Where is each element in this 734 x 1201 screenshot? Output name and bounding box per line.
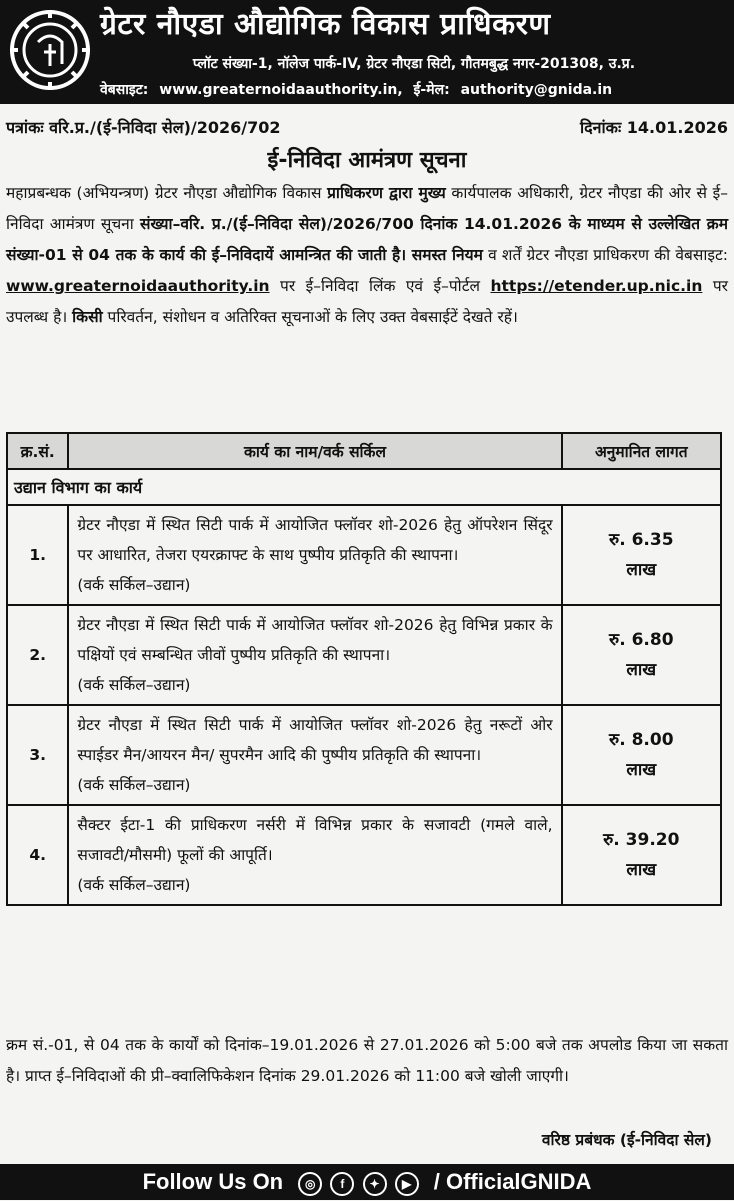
gnida-logo-icon — [8, 8, 92, 92]
work-text: सैक्टर ईटा-1 की प्राधिकरण नर्सरी में विभिन्न प्रकार के सजावटी (गमले वाले, सजावटी/मौसमी) फूलों की आपूर्ति। — [77, 816, 553, 864]
instagram-icon[interactable]: ◎ — [298, 1172, 322, 1196]
row-cost — [562, 605, 721, 705]
cost-unit: लाख — [626, 560, 657, 580]
work-circle: (वर्क सर्किल–उद्यान) — [77, 576, 191, 594]
intro-text-4: पर ई–निविदा लिंक एवं ई–पोर्टल — [269, 277, 491, 295]
work-circle: (वर्क सर्किल–उद्यान) — [77, 876, 191, 894]
website-link[interactable]: www.greaternoidaauthority.in, — [159, 82, 403, 98]
social-icons — [297, 1165, 419, 1201]
reference-number: पत्रांकः वरि.प्र./(ई-निविदा सेल)/2026/702 — [6, 118, 281, 137]
website-label: वेबसाइट: — [100, 82, 149, 98]
intro-text-1: महाप्रबन्धक (अभियन्त्रण) ग्रेटर नौएडा औद्योगिक विकास — [6, 184, 328, 202]
social-handle[interactable]: / OfficialGNIDA — [433, 1169, 592, 1194]
intro-bold-3: किसी — [72, 308, 103, 326]
follow-label: Follow Us On — [142, 1169, 284, 1194]
header-serial-number: क्र.सं. — [7, 433, 68, 469]
table-header-row — [7, 433, 721, 469]
row-serial: 1. — [7, 505, 68, 605]
intro-text-5: पर उपलब्ध है। — [6, 277, 728, 326]
work-circle: (वर्क सर्किल–उद्यान) — [77, 776, 191, 794]
header-estimated-cost: अनुमानित लागत — [562, 433, 721, 469]
twitter-icon[interactable]: ✦ — [363, 1172, 387, 1196]
department-name: उद्यान विभाग का कार्य — [7, 469, 721, 505]
row-work-description — [68, 805, 561, 905]
row-serial: 4. — [7, 805, 68, 905]
header-work-name: कार्य का नाम/वर्क सर्किल — [68, 433, 561, 469]
row-work-description — [68, 705, 561, 805]
table-row — [7, 505, 721, 605]
etender-portal-link[interactable]: https://etender.up.nic.in — [490, 277, 703, 295]
schedule-paragraph: क्रम सं.-01, से 04 तक के कार्यों को दिनांक–19.01.2026 से 27.01.2026 को 5:00 बजे तक अपलोड किया जा सकता है। प्राप्त ई–निविदाओं की प्री–क्वालिफिकेशन दिनांक 29.01.2026 को 11:00 बजे खोली जाएगी। — [6, 1036, 728, 1085]
notice-title: ई-निविदा आमंत्रण सूचना — [267, 148, 467, 173]
work-text: ग्रेटर नौएडा में स्थित सिटी पार्क में आयोजित फ्लॉवर शो-2026 हेतु विभिन्न प्रकार के पक्षियों एवं सम्बन्धित जीवों पुष्पीय प्रतिकृति की स्थापना। — [77, 616, 553, 664]
email-link[interactable]: authority@gnida.in — [460, 82, 613, 98]
table-row — [7, 705, 721, 805]
department-row — [7, 469, 721, 505]
header-banner — [0, 0, 734, 104]
row-work-description — [68, 605, 561, 705]
signatory-designation: वरिष्ठ प्रबंधक (ई-निविदा सेल) — [541, 1131, 712, 1149]
social-media-bar — [0, 1164, 734, 1200]
cost-unit: लाख — [626, 660, 657, 680]
cost-amount: रु. 8.00 — [609, 730, 674, 750]
email-label: ई-मेल: — [413, 82, 450, 98]
works-table — [6, 432, 722, 906]
row-cost — [562, 705, 721, 805]
cost-amount: रु. 6.35 — [609, 530, 674, 550]
intro-bold-1: प्राधिकरण द्वारा मुख्य — [327, 184, 446, 202]
row-work-description — [68, 505, 561, 605]
notice-date: दिनांकः 14.01.2026 — [580, 118, 728, 137]
organization-name: ग्रेटर नौएडा औद्योगिक विकास प्राधिकरण — [100, 7, 551, 42]
facebook-icon[interactable]: f — [330, 1172, 354, 1196]
youtube-icon[interactable]: ▶ — [395, 1172, 419, 1196]
work-text: ग्रेटर नौएडा में स्थित सिटी पार्क में आयोजित फ्लॉवर शो-2026 हेतु ऑपरेशन सिंदूर पर आधारित, तेजरा एयरक्राफ्ट के साथ पुष्पीय प्रतिकृति की स्थापना। — [77, 516, 553, 564]
intro-paragraph — [6, 178, 728, 333]
intro-bold-2: संख्या–वरि. प्र./(ई–निविदा सेल)/2026/700 दिनांक 14.01.2026 के माध्यम से उल्लेखित क्रम संख्या-01 से 04 तक के कार्य की ई–निविदायें आमन्त्रित की जाती है। समस्त नियम — [6, 215, 728, 264]
work-text: ग्रेटर नौएडा में स्थित सिटी पार्क में आयोजित फ्लॉवर शो-2026 हेतु नरूटों ओर स्पाईडर मैन/आयरन मैन/ सुपरमैन आदि की पुष्पीय प्रतिकृति की स्थापना। — [77, 716, 553, 764]
authority-website-link[interactable]: www.greaternoidaauthority.in — [6, 277, 270, 295]
work-circle: (वर्क सर्किल–उद्यान) — [77, 676, 191, 694]
organization-address: प्लॉट संख्या-1, नॉलेज पार्क-IV, ग्रेटर नौएडा सिटी, गौतमबुद्ध नगर-201308, उ.प्र. — [192, 56, 636, 72]
table-row — [7, 605, 721, 705]
intro-text-3: व शर्तें ग्रेटर नौएडा प्राधिकरण की वेबसाइट: — [482, 246, 728, 264]
row-serial: 3. — [7, 705, 68, 805]
intro-text-6: परिवर्तन, संशोधन व अतिरिक्त सूचनाओं के लिए उक्त वेबसाईटें देखते रहें। — [102, 308, 518, 326]
row-serial: 2. — [7, 605, 68, 705]
reference-row — [6, 116, 728, 140]
cost-unit: लाख — [626, 860, 657, 880]
cost-amount: रु. 39.20 — [603, 830, 680, 850]
intro-text-2: कार्यपालक अधिकारी, ग्रेटर नौएडा की ओर से ई–निविदा आमंत्रण सूचना — [6, 184, 728, 233]
contact-line — [100, 80, 728, 99]
cost-amount: रु. 6.80 — [609, 630, 674, 650]
row-cost — [562, 805, 721, 905]
row-cost — [562, 505, 721, 605]
cost-unit: लाख — [626, 760, 657, 780]
table-row — [7, 805, 721, 905]
